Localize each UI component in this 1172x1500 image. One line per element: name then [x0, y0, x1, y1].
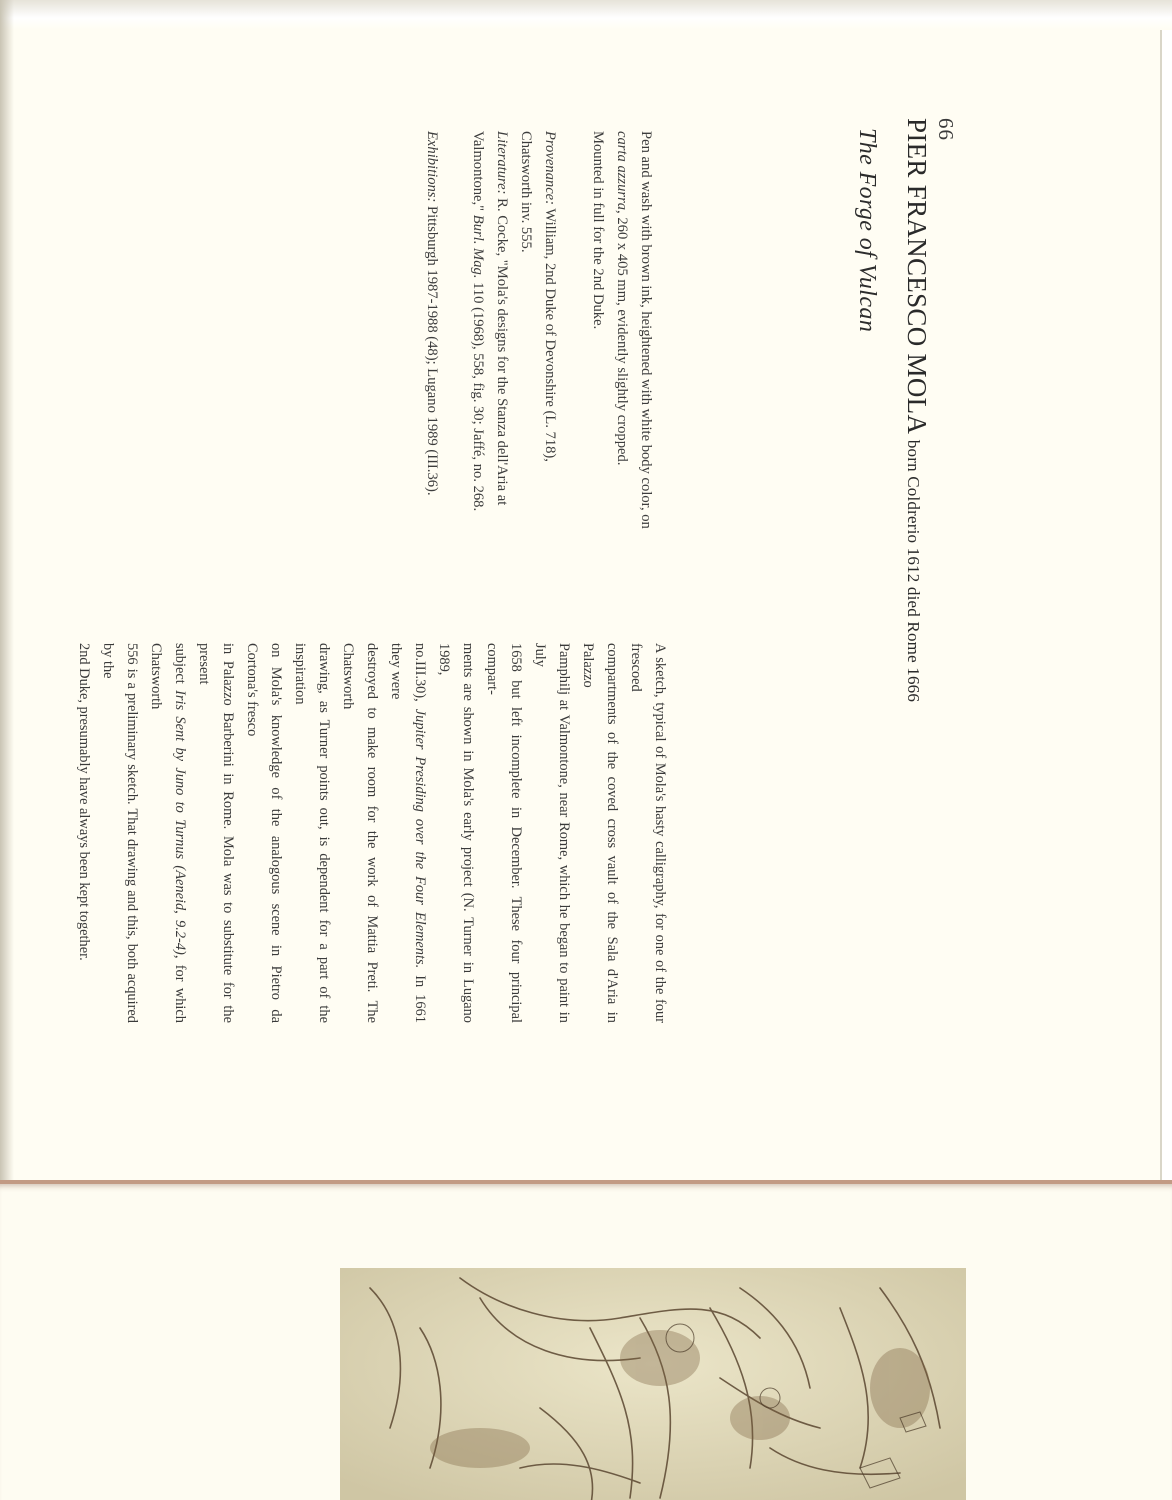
work-title: The Forge of Vulcan — [854, 128, 880, 333]
medium-italic: carta azzurra, — [614, 131, 630, 214]
medium-description — [586, 131, 658, 691]
commentary-line: destroyed to make room for the work of Mattia Preti. The Chatsworth — [340, 643, 380, 1023]
provenance-line — [538, 131, 562, 691]
commentary-line: compartments of the coved cross vault of the Sala d'Aria in Palazzo — [580, 643, 620, 1023]
drawing-illustration — [340, 1268, 966, 1500]
commentary-text: for which Chatsworth — [148, 643, 188, 1024]
commentary-italic: Jupiter Presiding over the Four Elements. — [412, 708, 428, 969]
medium-line: Mounted in full for the 2nd Duke. — [590, 131, 606, 330]
commentary-line: 1658 but left incomplete in December. These four principal compart- — [484, 643, 524, 1023]
provenance — [514, 131, 562, 691]
commentary-line: Pamphilj at Valmontone, near Rome, which he began to paint in July — [532, 643, 572, 1023]
exhibitions-label: Exhibitions: — [424, 131, 440, 203]
literature-line — [466, 131, 490, 691]
literature-text: Valmontone," — [470, 131, 486, 212]
provenance-label: Provenance: — [542, 131, 558, 206]
commentary-text: no.III.30), — [412, 643, 428, 702]
commentary-text: subject — [172, 643, 188, 684]
commentary-line: 2nd Duke, presumably have always been kept together. — [76, 643, 92, 961]
commentary-line: ments are shown in Mola's early project (N. Turner in Lugano 1989, — [436, 643, 476, 1023]
commentary-text: In 1661 they were — [388, 643, 428, 1023]
commentary-line — [384, 643, 432, 1023]
artist-dates: born Coldrerio 1612 died Rome 1666 — [904, 439, 923, 703]
commentary-line: drawing, as Turner points out, is dependent for a part of the inspiration — [292, 643, 332, 1023]
provenance-line: Chatsworth inv. 555. — [518, 131, 534, 253]
literature-journal: Burl. Mag. — [470, 214, 486, 279]
literature-label: Literature: — [494, 131, 510, 195]
drawing-sketch — [340, 1268, 966, 1500]
artist-name: PIER FRANCESCO MOLA — [902, 118, 932, 433]
commentary-line: 556 is a preliminary sketch. That drawing and this, both acquired by the — [100, 643, 140, 1023]
literature-text: 110 (1968), 558, fig. 30; Jaffé, no. 268. — [470, 282, 486, 512]
page-number: 66 — [934, 118, 958, 141]
commentary-italic: Iris Sent by Juno to Turnus (Aeneid, 9.2-4), — [172, 690, 188, 959]
artist-heading — [901, 118, 932, 702]
commentary-line: on Mola's knowledge of the analogous scene in Pietro da Cortona's fresco — [244, 643, 284, 1023]
commentary-line: in Palazzo Barberini in Rome. Mola was to substitute for the present — [196, 643, 236, 1023]
medium-dimensions: 260 x 405 mm, evidently slightly cropped. — [614, 217, 630, 466]
literature-line — [490, 131, 514, 691]
exhibitions — [420, 131, 444, 691]
commentary-line: A sketch, typical of Mola's hasty calligraphy, for one of the four frescoed — [628, 643, 668, 1023]
exhibitions-text: Pittsburgh 1987-1988 (48); Lugano 1989 (III.36). — [424, 206, 440, 496]
commentary — [72, 643, 672, 1023]
medium-line: Pen and wash with brown ink, heightened with white body color, on — [638, 131, 654, 529]
literature-text: R. Cocke, "Mola's designs for the Stanza dell'Aria at — [494, 198, 510, 506]
exhibitions-line — [420, 131, 444, 691]
medium-line — [610, 131, 634, 691]
commentary-line — [144, 643, 192, 1023]
literature — [466, 131, 514, 691]
provenance-text: William, 2nd Duke of Devonshire (L. 718), — [542, 208, 558, 462]
